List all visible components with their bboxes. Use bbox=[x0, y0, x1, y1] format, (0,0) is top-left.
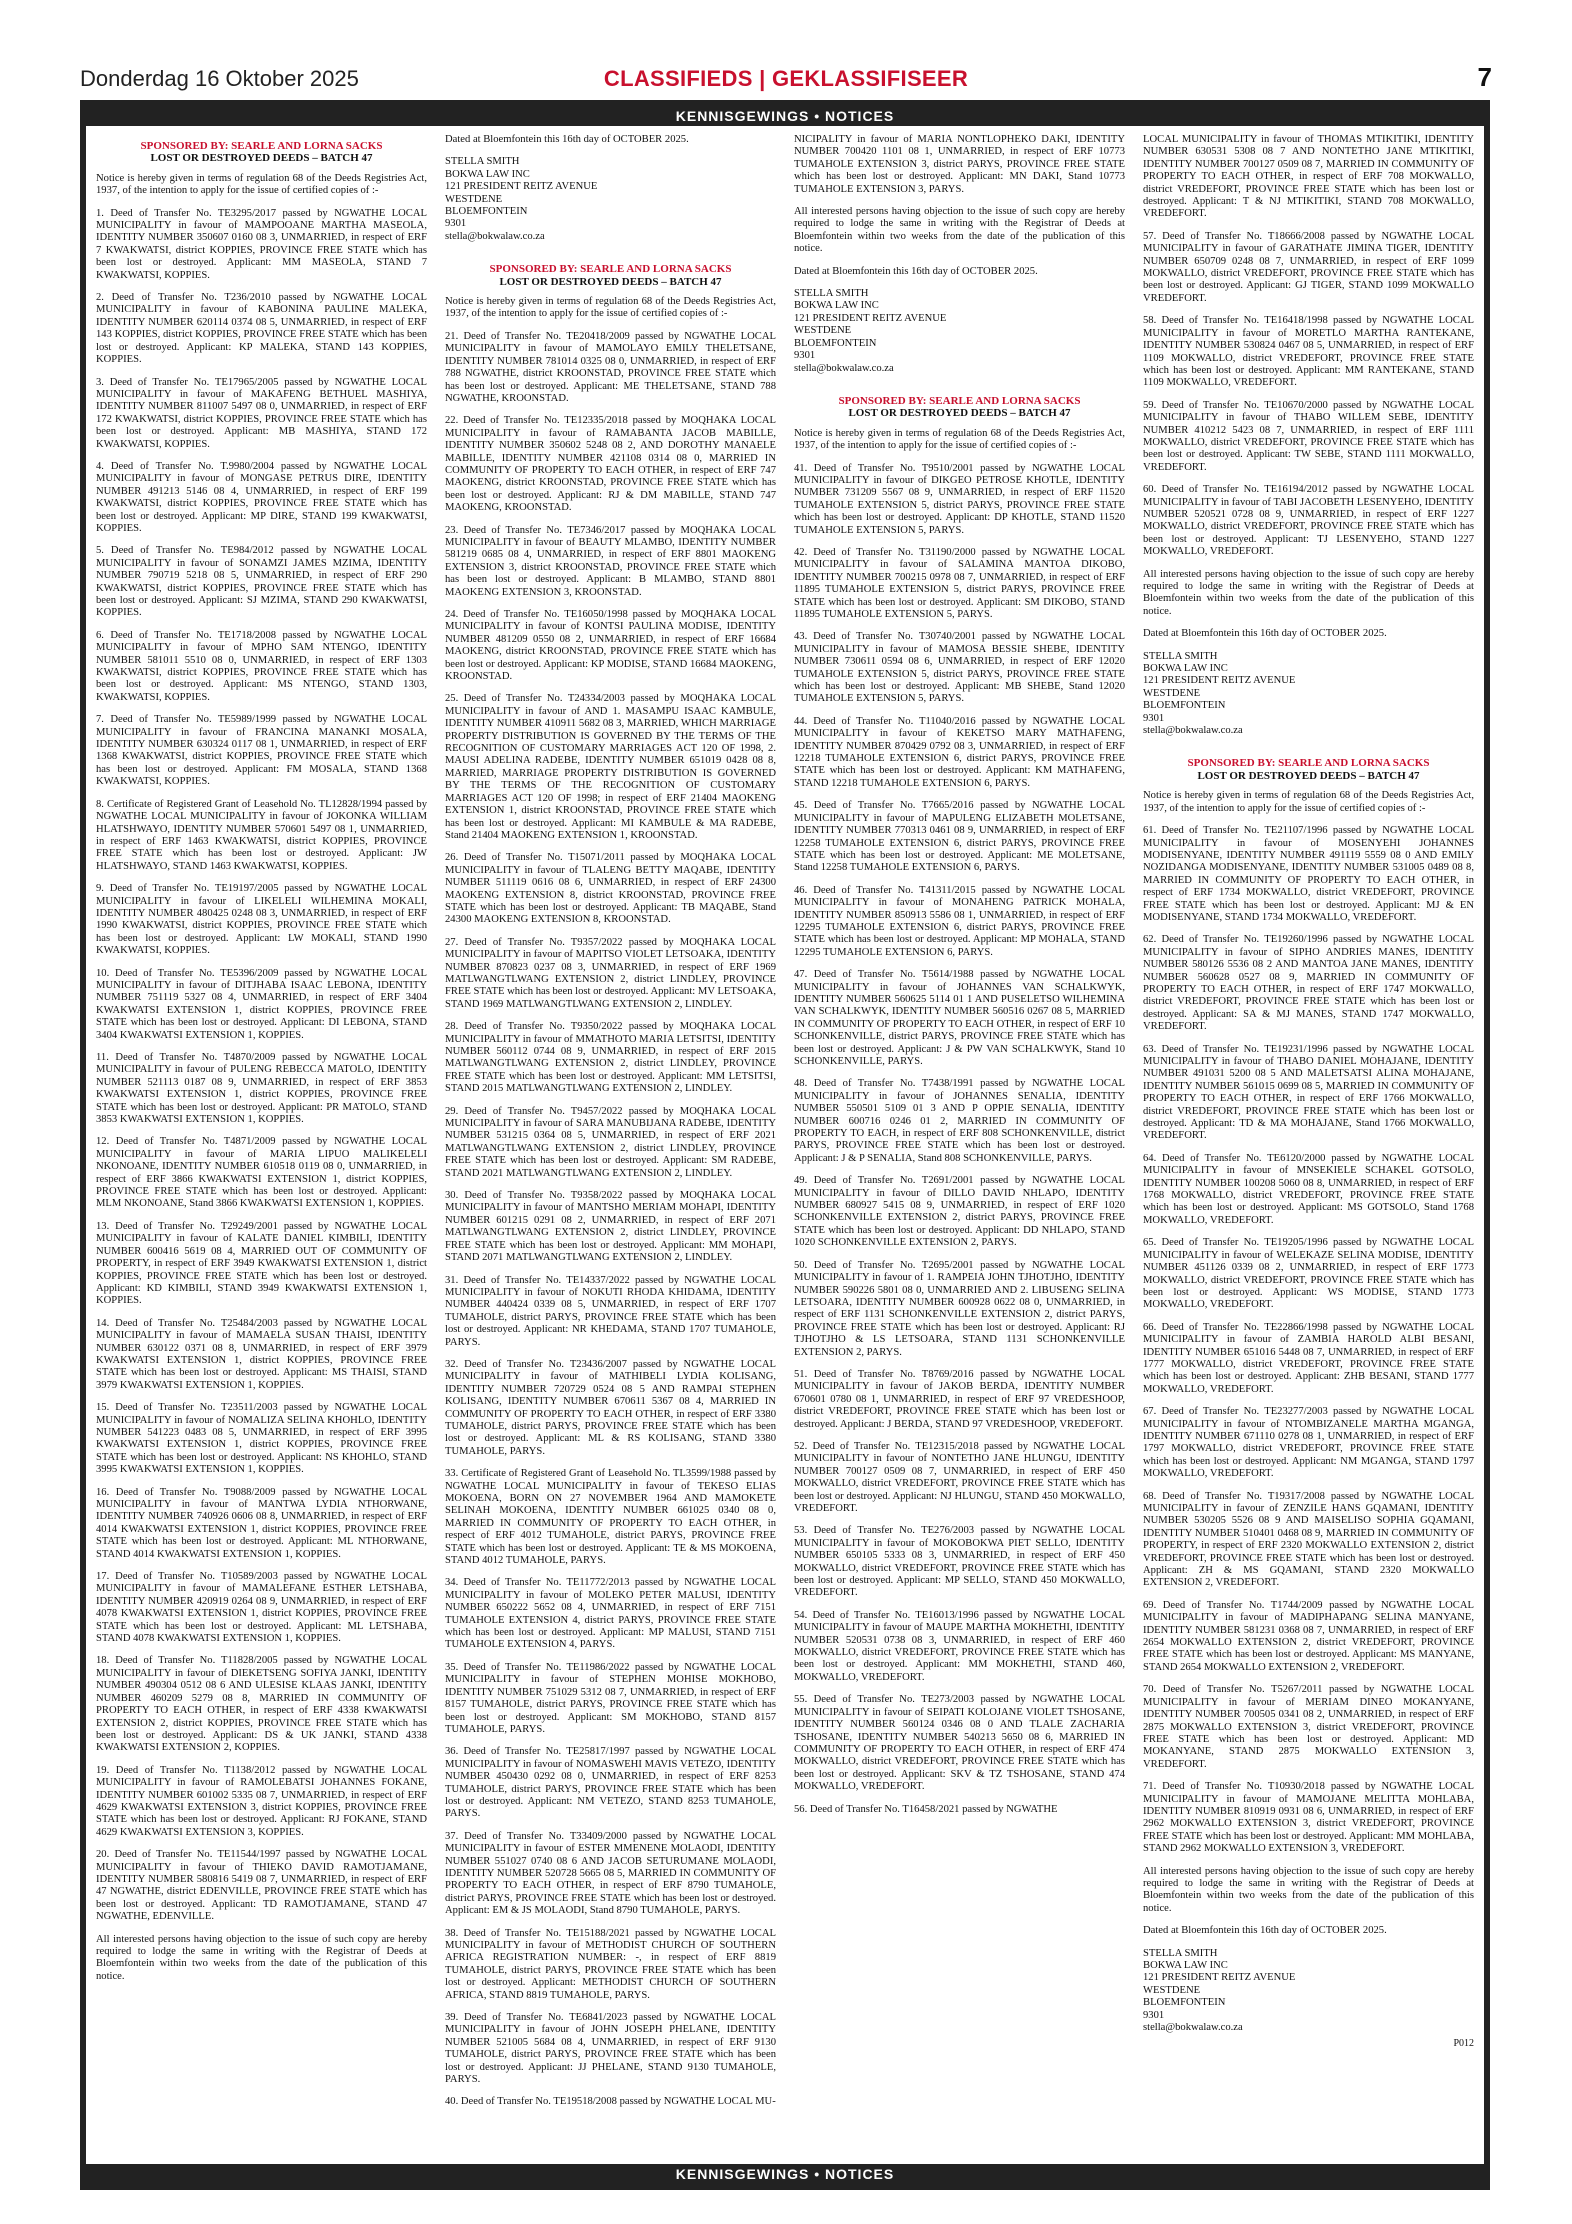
signer-line: BOKWA LAW INC bbox=[1143, 1960, 1228, 1971]
deed-notice-item: 48. Deed of Transfer No. T7438/1991 passed by NGWATHE LOCAL MUNICIPALITY in favour of JOHANNES SENALIA, IDENTITY NUMBER 550501 5109 01 3 AND P OPPIE SENALIA, IDENTITY NUMBER 600716 0246 01 2, MARRIED IN COMMUNITY OF PROPERTY TO EACH, in respect of ERF 808 SCHONKENVILLE, district PARYS, PROVINCE FREE STATE which has been lost or destroyed. Applicant: J & P SENALIA, Stand 808 SCHONKENVILLE, PARYS. bbox=[794, 1078, 1125, 1164]
signer-block bbox=[794, 288, 1125, 375]
notices-frame bbox=[80, 100, 1490, 2190]
notice-code: P012 bbox=[1453, 2038, 1474, 2050]
notice-intro: Notice is hereby given in terms of regulation 68 of the Deeds Registries Act, 1937, of the intention to apply for the issue of certified copies of :- bbox=[1143, 790, 1474, 814]
deed-notice-item: 6. Deed of Transfer No. TE1718/2008 passed by NGWATHE LOCAL MUNICIPALITY in favour of MPHO SAM NTENGO, IDENTITY NUMBER 581011 5510 08 0, UNMARRIED, in respect of ERF 1303 KWAKWATSI, district KOPPIES, PROVINCE FREE STATE which has been lost or destroyed. Applicant: MS NTENGO, STAND 1303, KWAKWATSI, KOPPIES. bbox=[96, 629, 427, 703]
deed-notice-item: 40. Deed of Transfer No. TE19518/2008 passed by NGWATHE LOCAL MU- bbox=[445, 2096, 776, 2108]
deed-notice-item: 45. Deed of Transfer No. T7665/2016 passed by NGWATHE LOCAL MUNICIPALITY in favour of MAPULENG ELIZABETH MOLETSANE, IDENTITY NUMBER 770313 0461 08 9, UNMARRIED, in respect of ERF 12258 TUMAHOLE EXTENSION 6, district PARYS, PROVINCE FREE STATE which has been lost or destroyed. Applicant: ME MOLETSANE, Stand 12258 TUMAHOLE EXTENSION 6, PARYS. bbox=[794, 800, 1125, 874]
notice-items bbox=[1143, 825, 1474, 1855]
deed-notice-item: 59. Deed of Transfer No. TE10670/2000 passed by NGWATHE LOCAL MUNICIPALITY in favour of THABO WILLEM SEBE, IDENTITY NUMBER 410212 5423 08 7, UNMARRIED, in respect of ERF 1111 MOKWALLO, district VREDEFORT, PROVINCE FREE STATE which has been lost or destroyed. Applicant: TW SEBE, STAND 1111 MOKWALLO, VREDEFORT. bbox=[1143, 399, 1474, 473]
signer-line: BOKWA LAW INC bbox=[445, 168, 530, 180]
deed-notice-item: 66. Deed of Transfer No. TE22866/1998 passed by NGWATHE LOCAL MUNICIPALITY in favour of ZAMBIA HAROLD ALBI BESANI, IDENTITY NUMBER 651016 5448 08 7, UNMARRIED, in respect of ERF 1777 MOKWALLO, district VREDEFORT, PROVINCE FREE STATE which has been lost or destroyed. Applicant: ZHB BESANI, STAND 1777 MOKWALLO, VREDEFORT. bbox=[1143, 1321, 1474, 1395]
signer-line: 121 PRESIDENT REITZ AVENUE bbox=[1143, 675, 1296, 687]
deed-notice-item: 32. Deed of Transfer No. T23436/2007 passed by NGWATHE LOCAL MUNICIPALITY in favour of MATHIBELI LYDIA KOLISANG, IDENTITY NUMBER 720729 0524 08 5 AND RAMPAI STEPHEN KOLISANG, IDENTITY NUMBER 670611 5367 08 4, MARRIED IN COMMUNITY OF PROPERTY TO EACH OTHER, in respect of ERF 3380 TUMAHOLE, district PARYS, PROVINCE FREE STATE which has been lost or destroyed. Applicant: ML & RS KOLISANG, STAND 3380 TUMAHOLE, PARYS. bbox=[445, 1358, 776, 1457]
batch-title: LOST OR DESTROYED DEEDS – BATCH 47 bbox=[150, 152, 373, 165]
dated-line: Dated at Bloemfontein this 16th day of OCTOBER 2025. bbox=[445, 134, 689, 145]
signer-line: WESTDENE bbox=[445, 193, 503, 205]
deed-notice-item: 27. Deed of Transfer No. T9357/2022 passed by MOQHAKA LOCAL MUNICIPALITY in favour of MAPITSO VIOLET LETSOAKA, IDENTITY NUMBER 870823 0237 08 3, UNMARRIED, in respect of ERF 1969 MATLWANGTLWANG EXTENSION 2, district LINDLEY, PROVINCE FREE STATE which has been lost or destroyed. Applicant: MV LETSOAKA, STAND 1969 MATLWANGTLWANG EXTENSION 2, LINDLEY. bbox=[445, 936, 776, 1010]
notice-intro: Notice is hereby given in terms of regulation 68 of the Deeds Registries Act, 1937, of the intention to apply for the issue of certified copies of :- bbox=[445, 296, 776, 320]
deed-notice-item: 7. Deed of Transfer No. TE5989/1999 passed by NGWATHE LOCAL MUNICIPALITY in favour of FRANCINA MANANKI MOSALA, IDENTITY NUMBER 630324 0117 08 1, UNMARRIED, in respect of ERF 1368 KWAKWATSI, district KOPPIES, PROVINCE FREE STATE which has been lost or destroyed. Applicant: FM MOSALA, STAND 1368 KWAKWATSI, KOPPIES. bbox=[96, 714, 427, 788]
signer-line: 121 PRESIDENT REITZ AVENUE bbox=[1143, 1972, 1296, 1984]
deed-notice-item: 30. Deed of Transfer No. T9358/2022 passed by MOQHAKA LOCAL MUNICIPALITY in favour of MANTSHO MERIAM MOHAPI, IDENTITY NUMBER 601215 0291 08 2, UNMARRIED, in respect of ERF 2071 MATLWANGTLWANG EXTENSION 2, district LINDLEY, PROVINCE FREE STATE which has been lost or destroyed. Applicant: MM MOHAPI, STAND 2071 MATLWANGTLWANG EXTENSION 2, LINDLEY. bbox=[445, 1190, 776, 1264]
deed-notice-item: 52. Deed of Transfer No. TE12315/2018 passed by NGWATHE LOCAL MUNICIPALITY in favour of NONTETHO JANE HLUNGU, IDENTITY NUMBER 700127 0509 08 7, UNMARRIED, in respect of ERF 450 MOKWALLO, district VREDEFORT, PROVINCE FREE STATE which has been lost or destroyed. Applicant: NJ HLUNGU, STAND 450 MOKWALLO, VREDEFORT. bbox=[794, 1440, 1125, 1514]
dated-line: Dated at Bloemfontein this 16th day of OCTOBER 2025. bbox=[1143, 1925, 1387, 1937]
deed-notice-item: 37. Deed of Transfer No. T33409/2000 passed by NGWATHE LOCAL MUNICIPALITY in favour of ESTER MMENENE MOLAODI, IDENTITY NUMBER 551027 0740 08 6 AND JACOB SETURUMANE MOLAODI, IDENTITY NUMBER 520728 5665 08 5, MARRIED IN COMMUNITY OF PROPERTY TO EACH OTHER, in respect of ERF 8790 TUMAHOLE, district PARYS, PROVINCE FREE STATE which has been lost or destroyed. Applicant: EM & JS MOLAODI, Stand 8790 TUMAHOLE, PARYS. bbox=[445, 1830, 776, 1917]
deed-notice-item: 43. Deed of Transfer No. T30740/2001 passed by NGWATHE LOCAL MUNICIPALITY in favour of MAMOSA BESSIE SHEBE, IDENTITY NUMBER 730611 0594 08 6, UNMARRIED, in respect of ERF 12020 TUMAHOLE EXTENSION 5, district PARYS, PROVINCE FREE STATE which has been lost or destroyed. Applicant: MB SHEBE, Stand 12020 TUMAHOLE EXTENSION 5, PARYS. bbox=[794, 631, 1125, 705]
deed-notice-item: 16. Deed of Transfer No. T9088/2009 passed by NGWATHE LOCAL MUNICIPALITY in favour of MANTWA LYDIA NTHORWANE, IDENTITY NUMBER 740926 0606 08 8, UNMARRIED, in respect of ERF 4014 KWAKWATSI EXTENSION 1, district KOPPIES, PROVINCE FREE STATE which has been lost or destroyed. Applicant: ML NTHORWANE, STAND 4014 KWAKWATSI EXTENSION 1, KOPPIES. bbox=[96, 1486, 427, 1560]
signer-line: 9301 bbox=[794, 350, 816, 362]
closing-text: All interested persons having objection to the issue of such copy are hereby required to lodge the same in writing with the Registrar of Deeds at Bloemfontein within two weeks from the date of the publication of this notice. bbox=[1143, 568, 1474, 617]
batch-title: LOST OR DESTROYED DEEDS – BATCH 47 bbox=[1197, 769, 1420, 782]
page-header bbox=[80, 60, 1492, 100]
signer-line: STELLA SMITH bbox=[794, 288, 869, 300]
deed-notice-item: 21. Deed of Transfer No. TE20418/2009 passed by NGWATHE LOCAL MUNICIPALITY in favour of MAMOLAYO EMILY THELETSANE, IDENTITY NUMBER 781014 0325 08 0, UNMARRIED, in respect of ERF 788 NGWATHE, district KROONSTAD, PROVINCE FREE STATE which has been lost or destroyed. Applicant: ME THELETSANE, STAND 788 NGWATHE, KROONSTAD. bbox=[445, 330, 776, 404]
deed-notice-item: 71. Deed of Transfer No. T10930/2018 passed by NGWATHE LOCAL MUNICIPALITY in favour of MAMOJANE MELITTA MOHLABA, IDENTITY NUMBER 810919 0931 08 6, UNMARRIED, in respect of ERF 2962 MOKWALLO EXTENSION 3, district VREDEFORT, PROVINCE FREE STATE which has been lost or destroyed. Applicant: MM MOHLABA, STAND 2962 MOKWALLO EXTENSION 3, VREDEFORT. bbox=[1143, 1781, 1474, 1855]
deed-notice-item: 25. Deed of Transfer No. T24334/2003 passed by MOQHAKA LOCAL MUNICIPALITY in favour of AND 1. MASAMPU ISAAC KAMBULE, IDENTITY NUMBER 410911 5682 08 3, MARRIED, WHICH MARRIAGE PROPERTY DISTRIBUTION IS GOVERNED BY THE TERMS OF THE RECOGNITION OF CUSTOMARY MARRIAGES ACT 120 OF 1998, 2. MAUSI ADELINA RADEBE, IDENTITY NUMBER 651019 0428 08 8, MARRIED, MARRIAGE PROPERTY DISTRIBUTION IS GOVERNED BY THE TERMS OF THE RECOGNITION OF CUSTOMARY MARRIAGES ACT 120 OF 1998; in respect of ERF 21404 MAOKENG EXTENSION 1, district KROONSTAD, PROVINCE FREE STATE which has been lost or destroyed. Applicant: MI KAMBULE & MA RADEBE, Stand 21404 MAOKENG EXTENSION 1, KROONSTAD. bbox=[445, 693, 776, 841]
signer-line: WESTDENE bbox=[1143, 1984, 1201, 1996]
deed-notice-item: 62. Deed of Transfer No. TE19260/1996 passed by NGWATHE LOCAL MUNICIPALITY in favour of SIPHO ANDRIES MANES, IDENTITY NUMBER 580126 5536 08 2 AND MANTOA JANE MANES, IDENTITY NUMBER 560628 0527 08 9, MARRIED IN COMMUNITY OF PROPERTY TO EACH OTHER, in respect of ERF 1747 MOKWALLO, district VREDEFORT, PROVINCE FREE STATE which has been lost or destroyed. Applicant: SA & MJ MANES, STAND 1747 MOKWALLO, VREDEFORT. bbox=[1143, 934, 1474, 1033]
deed-notice-item: 41. Deed of Transfer No. T9510/2001 passed by NGWATHE LOCAL MUNICIPALITY in favour of DIKGEO PETROSE KHOTLE, IDENTITY NUMBER 731209 5567 08 9, UNMARRIED, in respect of ERF 11520 TUMAHOLE EXTENSION 5, district PARYS, PROVINCE FREE STATE which has been lost or destroyed. Applicant: DP KHOTLE, STAND 11520 TUMAHOLE EXTENSION 5, PARYS. bbox=[794, 462, 1125, 536]
signer-line: BOKWA LAW INC bbox=[1143, 663, 1228, 675]
notices-band-top: KENNISGEWINGS • NOTICES bbox=[86, 106, 1484, 126]
deed-notice-item: 18. Deed of Transfer No. T11828/2005 passed by NGWATHE LOCAL MUNICIPALITY in favour of DIEKETSENG SOFIYA JANKI, IDENTITY NUMBER 490304 0512 08 6 AND ULESISE KLAAS JANKI, IDENTITY NUMBER 460209 5279 08 8, MARRIED IN COMMUNITY OF PROPERTY TO EACH OTHER, in respect of ERF 4338 KWAKWATSI EXTENSION 2, district KOPPIES, PROVINCE FREE STATE which has been lost or destroyed. Applicant: DS & UK JANKI, STAND 4338 KWAKWATSI EXTENSION 2, KOPPIES. bbox=[96, 1655, 427, 1754]
sponsor-line: SPONSORED BY: SEARLE AND LORNA SACKS bbox=[1187, 757, 1430, 770]
deed-notice-item: 49. Deed of Transfer No. T2691/2001 passed by NGWATHE LOCAL MUNICIPALITY in favour of DILLO DAVID NHLAPO, IDENTITY NUMBER 680927 5415 08 9, UNMARRIED, in respect of ERF 1020 SCHONKENVILLE EXTENSION 2, district PARYS, PROVINCE FREE STATE which has been lost or destroyed. Applicant: DD NHLAPO, STAND 1020 SCHONKENVILLE EXTENSION 2, PARYS. bbox=[794, 1175, 1125, 1249]
deed-notice-item: 33. Certificate of Registered Grant of Leasehold No. TL3599/1988 passed by NGWATHE LOCAL MUNICIPALITY in favour of TEKESO ELIAS MOKOENA, BORN ON 27 NOVEMBER 1964 AND MAMOKETE SELINAH MOKOENA, IDENTITY NUMBER 661025 0340 08 0, MARRIED IN COMMUNITY OF PROPERTY TO EACH OTHER, in respect of ERF 4012 TUMAHOLE, district PARYS, PROVINCE FREE STATE which has been lost or destroyed. Applicant: TE & MS MOKOENA, STAND 4012 TUMAHOLE, PARYS. bbox=[445, 1468, 776, 1567]
deed-notice-item: 39. Deed of Transfer No. TE6841/2023 passed by NGWATHE LOCAL MUNICIPALITY in favour of JOHN JOSEPH PHELANE, IDENTITY NUMBER 521005 5684 08 4, UNMARRIED, in respect of ERF 9130 TUMAHOLE, district PARYS, PROVINCE FREE STATE which has been lost or destroyed. Applicant: JJ PHELANE, STAND 9130 TUMAHOLE, PARYS. bbox=[445, 2012, 776, 2086]
deed-notice-item: 20. Deed of Transfer No. TE11544/1997 passed by NGWATHE LOCAL MUNICIPALITY in favour of THIEKO DAVID RAMOTJAMANE, IDENTITY NUMBER 580816 5419 08 7, UNMARRIED, in respect of ERF 47 NGWATHE, district EDENVILLE, PROVINCE FREE STATE which has been lost or destroyed. Applicant: TD RAMOTJAMANE, STAND 47 NGWATHE, EDENVILLE. bbox=[96, 1849, 427, 1923]
deed-notice-item: 10. Deed of Transfer No. TE5396/2009 passed by NGWATHE LOCAL MUNICIPALITY in favour of DITJHABA ISAAC LEBONA, IDENTITY NUMBER 751119 5327 08 4, UNMARRIED, in respect of ERF 3404 KWAKWATSI EXTENSION 1, district KOPPIES, PROVINCE FREE STATE which has been lost or destroyed. Applicant: DI LEBONA, STAND 3404 KWAKWATSI EXTENSION 1, KOPPIES. bbox=[96, 967, 427, 1041]
deed-notice-item: 55. Deed of Transfer No. TE273/2003 passed by NGWATHE LOCAL MUNICIPALITY in favour of SEIPATI KOLOJANE VIOLET TSHOSANE, IDENTITY NUMBER 560124 0346 08 0 AND TLALE ZACHARIA TSHOSANE, IDENTITY NUMBER 540213 5650 08 6, MARRIED IN COMMUNITY OF PROPERTY TO EACH OTHER, in respect of ERF 474 MOKWALLO, district VREDEFORT, PROVINCE FREE STATE which has been lost or destroyed. Applicant: SKV & TZ TSHOSANE, STAND 474 MOKWALLO, VREDEFORT. bbox=[794, 1694, 1125, 1793]
deed-notice-item: 4. Deed of Transfer No. T.9980/2004 passed by NGWATHE LOCAL MUNICIPALITY in favour of MONGASE PETRUS DIRE, IDENTITY NUMBER 491213 5146 08 4, UNMARRIED, in respect of ERF 199 KWAKWATSI, district KOPPIES, PROVINCE FREE STATE which has been lost or destroyed. Applicant: MP DIRE, STAND 199 KWAKWATSI, KOPPIES. bbox=[96, 460, 427, 534]
deed-notice-item: 8. Certificate of Registered Grant of Leasehold No. TL12828/1994 passed by NGWATHE LOCAL MUNICIPALITY in favour of JOKONKA WILLIAM HLATSHWAYO, IDENTITY NUMBER 570601 5497 08 1, UNMARRIED, in respect of ERF 1463 KWAKWATSI, district KOPPIES, PROVINCE FREE STATE which has been lost or destroyed. Applicant: JW HLATSHWAYO, STAND 1463 KWAKWATSI, KOPPIES. bbox=[96, 798, 427, 872]
continued-item: NICIPALITY in favour of MARIA NONTLOPHEKO DAKI, IDENTITY NUMBER 700420 1101 08 1, UNMARRIED, in respect of ERF 10773 TUMAHOLE EXTENSION 3, district PARYS, PROVINCE FREE STATE which has been lost or destroyed. Applicant: MN DAKI, Stand 10773 TUMAHOLE EXTENSION 3, PARYS. bbox=[794, 134, 1125, 195]
deed-notice-item: 14. Deed of Transfer No. T25484/2003 passed by NGWATHE LOCAL MUNICIPALITY in favour of MAMAELA SUSAN THAISI, IDENTITY NUMBER 630122 0371 08 8, UNMARRIED, in respect of ERF 3979 KWAKWATSI EXTENSION 1, district KOPPIES, PROVINCE FREE STATE which has been lost or destroyed. Applicant: MS THAISI, STAND 3979 KWAKWATSI EXTENSION 1, KOPPIES. bbox=[96, 1317, 427, 1391]
deed-notice-item: 60. Deed of Transfer No. TE16194/2012 passed by NGWATHE LOCAL MUNICIPALITY in favour of TABI JACOBETH LESENYEHO, IDENTITY NUMBER 520521 0728 08 9, UNMARRIED, in respect of ERF 1227 MOKWALLO, district VREDEFORT, PROVINCE FREE STATE which has been lost or destroyed. Applicant: TJ LESENYEHO, STAND 1227 MOKWALLO, VREDEFORT. bbox=[1143, 484, 1474, 558]
signer-block bbox=[445, 156, 776, 243]
notice-items bbox=[96, 208, 427, 1924]
deed-notice-item: 9. Deed of Transfer No. TE19197/2005 passed by NGWATHE LOCAL MUNICIPALITY in favour of LIKELELI WILHEMINA MOKALI, IDENTITY NUMBER 480425 0248 08 3, UNMARRIED, in respect of ERF 1990 KWAKWATSI, district KOPPIES, PROVINCE FREE STATE which has been lost or destroyed. Applicant: LW MOKALI, STAND 1990 KWAKWATSI, KOPPIES. bbox=[96, 883, 427, 957]
deed-notice-item: 46. Deed of Transfer No. T41311/2015 passed by NGWATHE LOCAL MUNICIPALITY in favour of MONAHENG PATRICK MOHALA, IDENTITY NUMBER 850913 5586 08 1, UNMARRIED, in respect of ERF 12295 TUMAHOLE EXTENSION 6, district PARYS, PROVINCE FREE STATE which has been lost or destroyed. Applicant: MP MOHALA, STAND 12295 TUMAHOLE EXTENSION 6, PARYS. bbox=[794, 884, 1125, 958]
closing-text: All interested persons having objection to the issue of such copy are hereby required to lodge the same in writing with the Registrar of Deeds at Bloemfontein within two weeks from the date of the publication of this notice. bbox=[96, 1933, 427, 1982]
deed-notice-item: 57. Deed of Transfer No. T18666/2008 passed by NGWATHE LOCAL MUNICIPALITY in favour of GARATHATE JIMINA TIGER, IDENTITY NUMBER 650709 0248 08 7, UNMARRIED, in respect of ERF 1099 MOKWALLO, district VREDEFORT, PROVINCE FREE STATE which has been lost or destroyed. Applicant: GJ TIGER, STAND 1099 MOKWALLO VREDEFORT. bbox=[1143, 230, 1474, 304]
notice-intro: Notice is hereby given in terms of regulation 68 of the Deeds Registries Act, 1937, of the intention to apply for the issue of certified copies of :- bbox=[794, 427, 1125, 452]
notice-columns bbox=[96, 134, 1474, 2156]
notice-items bbox=[445, 331, 776, 2109]
signer-block bbox=[1143, 1948, 1474, 2035]
signer-line: STELLA SMITH bbox=[1143, 650, 1218, 662]
deed-notice-item: 13. Deed of Transfer No. T29249/2001 passed by NGWATHE LOCAL MUNICIPALITY in favour of KALATE DANIEL KIMBILI, IDENTITY NUMBER 600416 5619 08 4, MARRIED OUT OF COMMUNITY OF PROPERTY, in respect of ERF 3949 KWAKWATSI EXTENSION 1, district KOPPIES, PROVINCE FREE STATE which has been lost or destroyed. Applicant: KD KIMBILI, STAND 3949 KWAKWATSI EXTENSION 1, KOPPIES. bbox=[96, 1220, 427, 1307]
signer-line: BOKWA LAW INC bbox=[794, 300, 879, 312]
sponsor-line: SPONSORED BY: SEARLE AND LORNA SACKS bbox=[140, 140, 383, 152]
notice-intro: Notice is hereby given in terms of regulation 68 of the Deeds Registries Act, 1937, of the intention to apply for the issue of certified copies of :- bbox=[96, 172, 427, 197]
deed-notice-item: 2. Deed of Transfer No. T236/2010 passed by NGWATHE LOCAL MUNICIPALITY in favour of KABONINA PAULINE MALEKA, IDENTITY NUMBER 620114 0374 08 5, UNMARRIED, in respect of ERF 143 KOPPIES, district KOPPIES, PROVINCE FREE STATE which has been lost or destroyed. Applicant: KP MALEKA, STAND 143 KOPPIES, KOPPIES. bbox=[96, 292, 427, 366]
signer-line: BLOEMFONTEIN bbox=[1143, 1997, 1226, 2009]
column-2 bbox=[445, 134, 776, 2156]
deed-notice-item: 38. Deed of Transfer No. TE15188/2021 passed by NGWATHE LOCAL MUNICIPALITY in favour of METHODIST CHURCH OF SOUTHERN AFRICA REGISTRATION NUMBER: -, in respect of ERF 8819 TUMAHOLE, district PARYS, PROVINCE FREE STATE which has been lost or destroyed. Applicant: METHODIST CHURCH OF SOUTHERN AFRICA, STAND 8819 TUMAHOLE, PARYS. bbox=[445, 1927, 776, 2001]
deed-notice-item: 63. Deed of Transfer No. TE19231/1996 passed by NGWATHE LOCAL MUNICIPALITY in favour of THABO DANIEL MOHAJANE, IDENTITY NUMBER 491031 5200 08 5 AND MALETSATSI ALINA MOHAJANE, IDENTITY NUMBER 561015 0699 08 5, MARRIED IN COMMUNITY OF PROPERTY TO EACH OTHER, in respect of ERF 1766 MOKWALLO, district VREDEFORT, PROVINCE FREE STATE which has been lost or destroyed. Applicant: TD & MA MOHAJANE, Stand 1766 MOKWALLO, VREDEFORT. bbox=[1143, 1043, 1474, 1142]
deed-notice-item: 5. Deed of Transfer No. TE984/2012 passed by NGWATHE LOCAL MUNICIPALITY in favour of SONAMZI JAMES MZIMA, IDENTITY NUMBER 790719 5218 08 5, UNMARRIED, in respect of ERF 290 KWAKWATSI, district KOPPIES, PROVINCE FREE STATE which has been lost or destroyed. Applicant: SJ MZIMA, STAND 290 KWAKWATSI, KOPPIES. bbox=[96, 545, 427, 619]
closing-text: All interested persons having objection to the issue of such copy are hereby required to lodge the same in writing with the Registrar of Deeds at Bloemfontein within two weeks from the date of the publication of this notice. bbox=[1143, 1865, 1474, 1914]
deed-notice-item: 23. Deed of Transfer No. TE7346/2017 passed by MOQHAKA LOCAL MUNICIPALITY in favour of BEAUTY MLAMBO, IDENTITY NUMBER 581219 0685 08 4, UNMARRIED, in respect of ERF 8801 MAOKENG EXTENSION 3, district KROONSTAD, PROVINCE FREE STATE which has been lost or destroyed. Applicant: B MLAMBO, STAND 8801 MAOKENG EXTENSION 3, KROONSTAD. bbox=[445, 524, 776, 598]
deed-notice-item: 31. Deed of Transfer No. TE14337/2022 passed by NGWATHE LOCAL MUNICIPALITY in favour of NOKUTI RHODA KHIDAMA, IDENTITY NUMBER 440424 0339 08 5, UNMARRIED, in respect of ERF 1707 TUMAHOLE, district PARYS, PROVINCE FREE STATE which has been lost or destroyed. Applicant: NR KHEDAMA, STAND 1707 TUMAHOLE, PARYS. bbox=[445, 1274, 776, 1348]
deed-notice-item: 44. Deed of Transfer No. T11040/2016 passed by NGWATHE LOCAL MUNICIPALITY in favour of KEKETSO MARY MATHAFENG, IDENTITY NUMBER 870429 0792 08 3, UNMARRIED, in respect of ERF 12218 TUMAHOLE EXTENSION 6, district PARYS, PROVINCE FREE STATE which has been lost or destroyed. Applicant: KM MATHAFENG, STAND 12218 TUMAHOLE EXTENSION 6, PARYS. bbox=[794, 715, 1125, 789]
signer-line: BLOEMFONTEIN bbox=[1143, 700, 1226, 712]
deed-notice-item: 61. Deed of Transfer No. TE21107/1996 passed by NGWATHE LOCAL MUNICIPALITY in favour of MOSENYEHI JOHANNES MODISENYANE, IDENTITY NUMBER 491119 5559 08 0 AND EMILY NOZIDANGA MODISENYANE, IDENTITY NUMBER 531005 0489 08 8, MARRIED IN COMMUNITY OF PROPERTY TO EACH OTHER, in respect of ERF 1734 MOKWALLO, district VREDEFORT, PROVINCE FREE STATE which has been lost or destroyed. Applicant: MJ & EN MODISENYANE, STAND 1734 MOKWALLO, VREDEFORT. bbox=[1143, 825, 1474, 923]
batch-title: LOST OR DESTROYED DEEDS – BATCH 47 bbox=[848, 407, 1071, 420]
signer-line: STELLA SMITH bbox=[1143, 1947, 1218, 1959]
issue-date: Donderdag 16 Oktober 2025 bbox=[80, 66, 359, 91]
deed-notice-item: 24. Deed of Transfer No. TE16050/1998 passed by MOQHAKA LOCAL MUNICIPALITY in favour of KONTSI PAULINA MODISE, IDENTITY NUMBER 481209 0550 08 2, UNMARRIED, in respect of ERF 16684 MAOKENG, district KROONSTAD, PROVINCE FREE STATE which has been lost or destroyed. Applicant: KP MODISE, STAND 16684 MAOKENG, KROONSTAD. bbox=[445, 609, 776, 683]
deed-notice-item: 67. Deed of Transfer No. TE23277/2003 passed by NGWATHE LOCAL MUNICIPALITY in favour of NTOMBIZANELE MARTHA MGANGA, IDENTITY NUMBER 671110 0278 08 1, UNMARRIED, in respect of ERF 1797 MOKWALLO, district VREDEFORT, PROVINCE FREE STATE which has been lost or destroyed. Applicant: NM MGANGA, STAND 1797 MOKWALLO, VREDEFORT. bbox=[1143, 1406, 1474, 1480]
deed-notice-item: 70. Deed of Transfer No. T5267/2011 passed by NGWATHE LOCAL MUNICIPALITY in favour of MERIAM DINEO MOKANYANE, IDENTITY NUMBER 700505 0341 08 2, UNMARRIED, in respect of ERF 2875 MOKWALLO EXTENSION 3, district VREDEFORT, PROVINCE FREE STATE which has been lost or destroyed. Applicant: MD MOKANYANE, STAND 2875 MOKWALLO EXTENSION 3, VREDEFORT. bbox=[1143, 1684, 1474, 1770]
closing-text: All interested persons having objection to the issue of such copy are hereby required to lodge the same in writing with the Registrar of Deeds at Bloemfontein within two weeks from the date of the publication of this notice. bbox=[794, 206, 1125, 255]
sponsor-line: SPONSORED BY: SEARLE AND LORNA SACKS bbox=[838, 394, 1081, 407]
continued-item: LOCAL MUNICIPALITY in favour of THOMAS MTIKITIKI, IDENTITY NUMBER 630531 5308 08 7 AND NONTETHO JANE MTIKITIKI, IDENTITY NUMBER 700127 0509 08 7, MARRIED IN COMMUNITY OF PROPERTY TO EACH OTHER, in respect of ERF 708 MOKWALLO, district VREDEFORT, PROVINCE FREE STATE which has been lost or destroyed. Applicant: T & NJ MTIKITIKI, STAND 708 MOKWALLO, VREDEFORT. bbox=[1143, 134, 1474, 220]
deed-notice-item: 12. Deed of Transfer No. T4871/2009 passed by NGWATHE LOCAL MUNICIPALITY in favour of MARIA LIPUO MALIKELELI NKONOANE, IDENTITY NUMBER 610518 0119 08 0, UNMARRIED, in respect of ERF 3866 KWAKWATSI EXTENSION 1, district KOPPIES, PROVINCE FREE STATE which has been lost or destroyed. Applicant: MLM NKONOANE, Stand 3866 KWAKWATSI EXTENSION 1, KOPPIES. bbox=[96, 1136, 427, 1210]
signer-block bbox=[1143, 651, 1474, 738]
deed-notice-item: 28. Deed of Transfer No. T9350/2022 passed by MOQHAKA LOCAL MUNICIPALITY in favour of MMATHOTO MARIA LETSITSI, IDENTITY NUMBER 560112 0744 08 9, UNMARRIED, in respect of ERF 2015 MATLWANGTLWANG EXTENSION 2, district LINDLEY, PROVINCE FREE STATE which has been lost or destroyed. Applicant: MM LETSITSI, STAND 2015 MATLWANGTLWANG EXTENSION 2, LINDLEY. bbox=[445, 1021, 776, 1095]
column-3 bbox=[794, 134, 1125, 2156]
signer-line: 121 PRESIDENT REITZ AVENUE bbox=[794, 312, 947, 324]
signer-line: STELLA SMITH bbox=[445, 156, 520, 168]
deed-notice-item: 69. Deed of Transfer No. T1744/2009 passed by NGWATHE LOCAL MUNICIPALITY in favour of MADIPHAPANG SELINA MANYANE, IDENTITY NUMBER 581231 0368 08 7, UNMARRIED, in respect of ERF 2654 MOKWALLO EXTENSION 2, district VREDEFORT, PROVINCE FREE STATE which has been lost or destroyed. Applicant: MS MANYANE, STAND 2654 MOKWALLO EXTENSION 2, VREDEFORT. bbox=[1143, 1599, 1474, 1673]
column-4 bbox=[1143, 134, 1474, 2156]
deed-notice-item: 64. Deed of Transfer No. TE6120/2000 passed by NGWATHE LOCAL MUNICIPALITY in favour of MNSEKIELE SCHAKEL GOTSOLO, IDENTITY NUMBER 100208 5060 08 8, UNMARRIED, in respect of ERF 1768 MOKWALLO, district VREDEFORT, PROVINCE FREE STATE which has been lost or destroyed. Applicant: MS GOTSOLO, Stand 1768 MOKWALLO, VREDEFORT. bbox=[1143, 1152, 1474, 1226]
signer-line: 9301 bbox=[1143, 2009, 1165, 2021]
deed-notice-item: 29. Deed of Transfer No. T9457/2022 passed by MOQHAKA LOCAL MUNICIPALITY in favour of SARA MANUBIJANA RADEBE, IDENTITY NUMBER 531215 0364 08 5, UNMARRIED, in respect of ERF 2021 MATLWANGTLWANG EXTENSION 2, district LINDLEY, PROVINCE FREE STATE which has been lost or destroyed. Applicant: SM RADEBE, STAND 2021 MATLWANGTLWANG EXTENSION 2, LINDLEY. bbox=[445, 1105, 776, 1179]
signer-line: WESTDENE bbox=[1143, 687, 1201, 699]
deed-notice-item: 26. Deed of Transfer No. T15071/2011 passed by MOQHAKA LOCAL MUNICIPALITY in favour of TLALENG BETTY MAQABE, IDENTITY NUMBER 511119 0616 08 6, UNMARRIED, in respect of ERF 24300 MAOKENG EXTENSION 8, district KROONSTAD, PROVINCE FREE STATE which has been lost or destroyed. Applicant: TB MAQABE, Stand 24300 MAOKENG EXTENSION 8, KROONSTAD. bbox=[445, 852, 776, 926]
deed-notice-item: 54. Deed of Transfer No. TE16013/1996 passed by NGWATHE LOCAL MUNICIPALITY in favour of MAUPE MARTHA MOKHETHI, IDENTITY NUMBER 520531 0738 08 3, UNMARRIED, in respect of ERF 460 MOKWALLO, district VREDEFORT, PROVINCE FREE STATE which has been lost or destroyed. Applicant: MM MOKHETHI, STAND 460, MOKWALLO, VREDEFORT. bbox=[794, 1609, 1125, 1683]
signer-line: stella@bokwalaw.co.za bbox=[794, 362, 894, 374]
deed-notice-item: 56. Deed of Transfer No. T16458/2021 passed by NGWATHE bbox=[794, 1803, 1058, 1815]
deed-notice-item: 19. Deed of Transfer No. T1138/2012 passed by NGWATHE LOCAL MUNICIPALITY in favour of RAMOLEBATSI JOHANNES FOKANE, IDENTITY NUMBER 601002 5335 08 7, UNMARRIED, in respect of ERF 4629 KWAKWATSI EXTENSION 3, district KOPPIES, PROVINCE FREE STATE which has been lost or destroyed. Applicant: RJ FOKANE, STAND 4629 KWAKWATSI EXTENSION 3, KOPPIES. bbox=[96, 1764, 427, 1838]
notice-items bbox=[794, 463, 1125, 1816]
sponsor-line: SPONSORED BY: SEARLE AND LORNA SACKS bbox=[489, 263, 732, 276]
deed-notice-item: 42. Deed of Transfer No. T31190/2000 passed by NGWATHE LOCAL MUNICIPALITY in favour of SALAMINA MANTOA DIKOBO, IDENTITY NUMBER 700215 0978 08 7, UNMARRIED, in respect of ERF 11895 TUMAHOLE EXTENSION 5, district PARYS, PROVINCE FREE STATE which has been lost or destroyed. Applicant: SM DIKOBO, STAND 11895 TUMAHOLE EXTENSION 5, PARYS. bbox=[794, 546, 1125, 620]
signer-line: BLOEMFONTEIN bbox=[794, 337, 877, 349]
deed-notice-item: 17. Deed of Transfer No. T10589/2003 passed by NGWATHE LOCAL MUNICIPALITY in favour of MAMALEFANE ESTHER LETSHABA, IDENTITY NUMBER 420919 0264 08 9, UNMARRIED, in respect of ERF 4078 KWAKWATSI EXTENSION 1, district KOPPIES, PROVINCE FREE STATE which has been lost or destroyed. Applicant: ML LETSHABA, STAND 4078 KWAKWATSI EXTENSION 1, KOPPIES. bbox=[96, 1571, 427, 1645]
dated-line: Dated at Bloemfontein this 16th day of OCTOBER 2025. bbox=[794, 265, 1038, 277]
signer-line: stella@bokwalaw.co.za bbox=[445, 230, 545, 242]
page-number: 7 bbox=[1477, 62, 1492, 92]
signer-line: stella@bokwalaw.co.za bbox=[1143, 725, 1243, 737]
deed-notice-item: 58. Deed of Transfer No. TE16418/1998 passed by NGWATHE LOCAL MUNICIPALITY in favour of MORETLO MARTHA RANTEKANE, IDENTITY NUMBER 530824 0467 08 5, UNMARRIED, in respect of ERF 1109 MOKWALLO, district VREDEFORT, PROVINCE FREE STATE which has been lost or destroyed. Applicant: MM RANTEKANE, STAND 1109 MOKWALLO, VREDEFORT. bbox=[1143, 315, 1474, 389]
column-1 bbox=[96, 134, 427, 2156]
deed-notice-item: 53. Deed of Transfer No. TE276/2003 passed by NGWATHE LOCAL MUNICIPALITY in favour of MOKOBOKWA PIET SELLO, IDENTITY NUMBER 650105 5333 08 3, UNMARRIED, in respect of ERF 450 MOKWALLO, district VREDEFORT, PROVINCE FREE STATE which has been lost or destroyed. Applicant: MP SELLO, STAND 450 MOKWALLO, VREDEFORT. bbox=[794, 1525, 1125, 1599]
deed-notice-item: 65. Deed of Transfer No. TE19205/1996 passed by NGWATHE LOCAL MUNICIPALITY in favour of WELEKAZE SELINA MODISE, IDENTITY NUMBER 451126 0339 08 2, UNMARRIED, in respect of ERF 1773 MOKWALLO, district VREDEFORT, PROVINCE FREE STATE which has been lost or destroyed. Applicant: WS MODISE, STAND 1773 MOKWALLO, VREDEFORT. bbox=[1143, 1237, 1474, 1311]
dated-line: Dated at Bloemfontein this 16th day of OCTOBER 2025. bbox=[1143, 628, 1387, 640]
deed-notice-item: 50. Deed of Transfer No. T2695/2001 passed by NGWATHE LOCAL MUNICIPALITY in favour of 1. RAMPEIA JOHN TJHOTJHO, IDENTITY NUMBER 590226 5801 08 0, UNMARRIED AND 2. LIBUSENG SELINA LETSOARA, IDENTITY NUMBER 600928 0622 08 0, UNMARRIED, in respect of ERF 1131 SCHONKENVILLE EXTENSION 2, district PARYS, PROVINCE FREE STATE which has been lost or destroyed. Applicant: RJ TJHOTJHO & LS LETSOARA, STAND 1131 SCHONKENVILLE EXTENSION 2, PARYS. bbox=[794, 1259, 1125, 1358]
notice-items bbox=[1143, 231, 1474, 559]
deed-notice-item: 3. Deed of Transfer No. TE17965/2005 passed by NGWATHE LOCAL MUNICIPALITY in favour of MAKAFENG BETHUEL MASHIYA, IDENTITY NUMBER 811007 5497 08 0, UNMARRIED, in respect of ERF 172 KWAKWATSI, district KOPPIES, PROVINCE FREE STATE which has been lost or destroyed. Applicant: MB MASHIYA, STAND 172 KWAKWATSI, KOPPIES. bbox=[96, 376, 427, 450]
deed-notice-item: 22. Deed of Transfer No. TE12335/2018 passed by MOQHAKA LOCAL MUNICIPALITY in favour of RAMABANTA JACOB MABILLE, IDENTITY NUMBER 350602 5248 08 2, AND DOROTHY MANAELE MABILLE, IDENTITY NUMBER 421108 0314 08 0, MARRIED IN COMMUNITY OF PROPERTY TO EACH OTHER, in respect of ERF 747 MAOKENG, district KROONSTAD, PROVINCE FREE STATE which has been lost or destroyed. Applicant: RJ & DM MABILLE, STAND 747 MAOKENG, KROONSTAD. bbox=[445, 415, 776, 514]
deed-notice-item: 15. Deed of Transfer No. T23511/2003 passed by NGWATHE LOCAL MUNICIPALITY in favour of NOMALIZA SELINA KHOHLO, IDENTITY NUMBER 541223 0483 08 5, UNMARRIED, in respect of ERF 3995 KWAKWATSI EXTENSION 1, district KOPPIES, PROVINCE FREE STATE which has been lost or destroyed. Applicant: NS KHOHLO, STAND 3995 KWAKWATSI EXTENSION 1, KOPPIES. bbox=[96, 1402, 427, 1476]
deed-notice-item: 68. Deed of Transfer No. T19317/2008 passed by NGWATHE LOCAL MUNICIPALITY in favour of ZENZILE HANS GQAMANI, IDENTITY NUMBER 530205 5526 08 9 AND MAISELISO SOPHIA GQAMANI, IDENTITY NUMBER 510401 0468 08 9, MARRIED IN COMMUNITY OF PROPERTY, in respect of ERF 2320 MOKWALLO EXTENSION 2, district VREDEFORT, PROVINCE FREE STATE which has been lost or destroyed. Applicant: ZH & MS GQAMANI, STAND 2320 MOKWALLO EXTENSION 2, VREDEFORT. bbox=[1143, 1490, 1474, 1589]
signer-line: 9301 bbox=[445, 218, 467, 230]
section-title: CLASSIFIEDS | GEKLASSIFISEER bbox=[603, 66, 969, 91]
deed-notice-item: 34. Deed of Transfer No. TE11772/2013 passed by NGWATHE LOCAL MUNICIPALITY in favour of MOLEKO PETER MALUSI, IDENTITY NUMBER 650222 5652 08 4, UNMARRIED, in respect of ERF 7151 TUMAHOLE EXTENSION 4, district PARYS, PROVINCE FREE STATE which has been lost or destroyed. Applicant: MP MALUSI, STAND 7151 TUMAHOLE EXTENSION 4, PARYS. bbox=[445, 1577, 776, 1651]
deed-notice-item: 51. Deed of Transfer No. T8769/2016 passed by NGWATHE LOCAL MUNICIPALITY in favour of JAKOB BERDA, IDENTITY NUMBER 670601 0780 08 1, UNMARRIED, in respect of ERF 97 VREDESHOOP, district VREDEFORT, PROVINCE FREE STATE which has been lost or destroyed. Applicant: J BERDA, STAND 97 VREDESHOOP, VREDEFORT. bbox=[794, 1368, 1125, 1430]
signer-line: WESTDENE bbox=[794, 325, 852, 337]
deed-notice-item: 1. Deed of Transfer No. TE3295/2017 passed by NGWATHE LOCAL MUNICIPALITY in favour of MAMPOOANE MARTHA MASEOLA, IDENTITY NUMBER 350607 0160 08 3, UNMARRIED, in respect of ERF 7 KWAKWATSI, district KOPPIES, PROVINCE FREE STATE which has been lost or destroyed. Applicant: MM MASEOLA, STAND 7 KWAKWATSI, KOPPIES. bbox=[96, 207, 427, 281]
notices-band-bottom: KENNISGEWINGS • NOTICES bbox=[86, 2164, 1484, 2184]
signer-line: 9301 bbox=[1143, 712, 1165, 724]
deed-notice-item: 11. Deed of Transfer No. T4870/2009 passed by NGWATHE LOCAL MUNICIPALITY in favour of PULENG REBECCA MATOLO, IDENTITY NUMBER 521113 0187 08 9, UNMARRIED, in respect of ERF 3853 KWAKWATSI EXTENSION 1, district KOPPIES, PROVINCE FREE STATE which has been lost or destroyed. Applicant: PR MATOLO, STAND 3853 KWAKWATSI EXTENSION 1, KOPPIES. bbox=[96, 1052, 427, 1126]
deed-notice-item: 47. Deed of Transfer No. T5614/1988 passed by NGWATHE LOCAL MUNICIPALITY in favour of JOHANNES VAN SCHALKWYK, IDENTITY NUMBER 560625 5114 01 1 AND PUSELETSO WILHEMINA VAN SCHALKWYK, IDENTITY NUMBER 560516 0267 08 5, MARRIED IN COMMUNITY OF PROPERTY TO EACH OTHER, in respect of ERF 10 SCHONKENVILLE, district PARYS, PROVINCE FREE STATE which has been lost or destroyed. Applicant: J & PW VAN SCHALKWYK, Stand 10 SCHONKENVILLE, PARYS. bbox=[794, 969, 1125, 1067]
signer-line: stella@bokwalaw.co.za bbox=[1143, 2022, 1243, 2034]
deed-notice-item: 35. Deed of Transfer No. TE11986/2022 passed by NGWATHE LOCAL MUNICIPALITY in favour of STEPHEN MOHISE MOKHOBO, IDENTITY NUMBER 751029 5312 08 7, UNMARRIED, in respect of ERF 8157 TUMAHOLE, district PARYS, PROVINCE FREE STATE which has been lost or destroyed. Applicant: SM MOKHOBO, STAND 8157 TUMAHOLE, PARYS. bbox=[445, 1661, 776, 1735]
batch-title: LOST OR DESTROYED DEEDS – BATCH 47 bbox=[499, 275, 722, 288]
signer-line: BLOEMFONTEIN bbox=[445, 206, 528, 218]
signer-line: 121 PRESIDENT REITZ AVENUE bbox=[445, 181, 598, 193]
deed-notice-item: 36. Deed of Transfer No. TE25817/1997 passed by NGWATHE LOCAL MUNICIPALITY in favour of NOMASWEHI MAVIS VETEZO, IDENTITY NUMBER 450430 0292 08 0, UNMARRIED, in respect of ERF 8253 TUMAHOLE, district PARYS, PROVINCE FREE STATE which has been lost or destroyed. Applicant: NM VETEZO, STAND 8253 TUMAHOLE, PARYS. bbox=[445, 1746, 776, 1820]
